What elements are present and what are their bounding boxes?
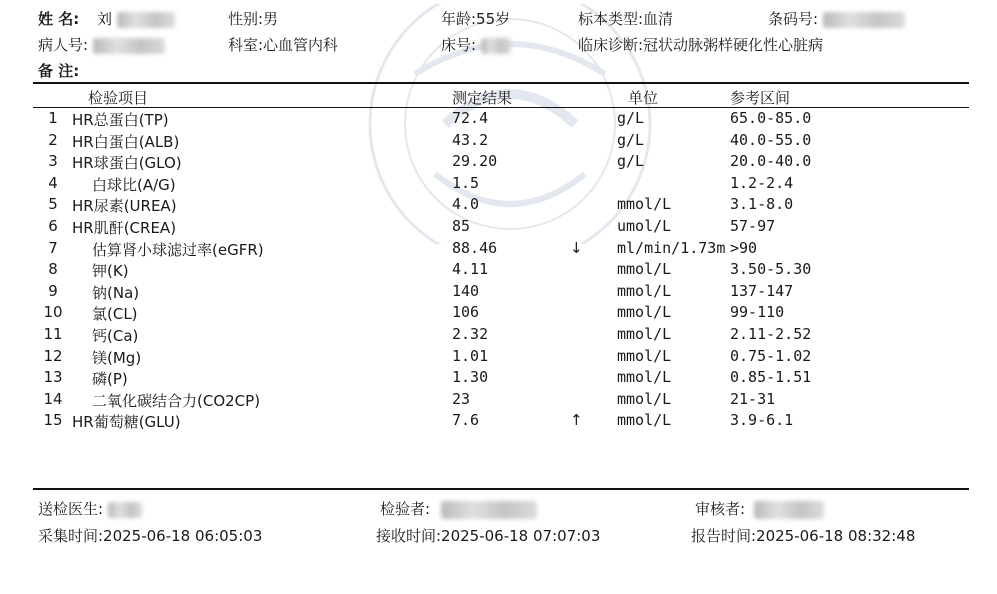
row-number: 14 — [43, 389, 63, 408]
row-number: 11 — [43, 325, 63, 343]
test-unit: mmol/L — [617, 368, 672, 387]
row-number: 8 — [48, 260, 58, 279]
reference-range: 3.9-6.1 — [730, 411, 794, 430]
test-unit: mmol/L — [617, 281, 672, 300]
test-name: HR尿素(UREA) — [72, 197, 177, 216]
row-number: 7 — [48, 238, 58, 257]
name-label: 姓 名: — [38, 10, 80, 28]
test-value: 88.46 — [452, 238, 498, 257]
test-name: 二氧化碳结合力(CO2CP) — [92, 391, 261, 410]
footer-rule — [33, 488, 969, 490]
reference-range: >90 — [730, 238, 758, 257]
abnormal-flag: ↓ — [570, 238, 583, 257]
test-unit: g/L — [617, 130, 645, 149]
table-row — [0, 109, 997, 130]
test-name: 白球比(A/G) — [92, 175, 176, 194]
test-name: HR肌酐(CREA) — [72, 219, 177, 237]
test-value: 2.32 — [452, 325, 489, 343]
table-row — [0, 260, 997, 281]
row-number: 3 — [48, 152, 58, 171]
row-number: 9 — [48, 281, 58, 300]
table-row — [0, 368, 997, 389]
collect-time: 采集时间:2025-06-18 06:05:03 — [38, 527, 263, 545]
reference-range: 1.2-2.4 — [730, 173, 794, 192]
col-header-item: 检验项目 — [88, 89, 149, 107]
test-name: HR葡萄糖(GLU) — [72, 413, 181, 432]
test-value: 7.6 — [452, 411, 480, 430]
col-header-ref: 参考区间 — [730, 89, 791, 107]
reviewer-label: 审核者: — [695, 500, 746, 518]
row-number: 4 — [48, 173, 58, 192]
bed-label: 床号: — [441, 36, 477, 54]
test-name: 钾(K) — [92, 262, 129, 281]
doctor — [38, 498, 142, 519]
test-name: HR球蛋白(GLO) — [72, 154, 182, 173]
redacted-doctor — [108, 502, 142, 518]
reference-range: 3.50-5.30 — [730, 260, 812, 279]
table-row — [0, 131, 997, 152]
test-value: 85 — [452, 217, 471, 235]
name-value-text: 刘 — [97, 10, 113, 28]
name-value — [97, 8, 175, 29]
test-value: 1.01 — [452, 346, 489, 365]
test-unit: mmol/L — [617, 195, 672, 214]
test-unit: mmol/L — [617, 389, 672, 408]
row-number: 15 — [43, 411, 63, 430]
table-row — [0, 325, 997, 346]
table-row — [0, 239, 997, 260]
tester-label: 检验者: — [380, 500, 431, 518]
row-number: 2 — [48, 130, 58, 149]
reference-range: 137-147 — [730, 281, 794, 300]
row-number: 5 — [48, 195, 58, 214]
reference-range: 2.11-2.52 — [730, 325, 812, 343]
reference-range: 99-110 — [730, 303, 785, 322]
sample-type: 标本类型:血清 — [578, 10, 674, 28]
table-row — [0, 174, 997, 195]
gender: 性别:男 — [228, 10, 279, 28]
table-row — [0, 152, 997, 173]
test-value: 29.20 — [452, 152, 498, 171]
test-value: 1.30 — [452, 368, 489, 387]
test-name: 镁(Mg) — [92, 348, 142, 367]
reference-range: 21-31 — [730, 389, 776, 408]
test-value: 72.4 — [452, 109, 489, 127]
diagnosis: 临床诊断:冠状动脉粥样硬化性心脏病 — [578, 36, 824, 54]
test-value: 106 — [452, 303, 480, 322]
doctor-label: 送检医生: — [38, 500, 104, 518]
bed — [441, 34, 511, 55]
abnormal-flag: ↑ — [570, 411, 583, 430]
table-row — [0, 390, 997, 411]
reference-range: 3.1-8.0 — [730, 195, 794, 214]
test-value: 23 — [452, 389, 471, 408]
test-unit: mmol/L — [617, 346, 672, 365]
test-name: 钠(Na) — [92, 283, 140, 302]
test-unit: ml/min/1.73m — [617, 238, 726, 257]
test-unit: g/L — [617, 109, 645, 127]
redacted-name — [117, 12, 175, 28]
receive-time: 接收时间:2025-06-18 07:07:03 — [376, 527, 601, 545]
row-number: 10 — [43, 303, 63, 322]
test-name: HR白蛋白(ALB) — [72, 132, 180, 151]
test-name: 钙(Ca) — [92, 327, 139, 345]
barcode — [768, 8, 905, 29]
patient-id-label: 病人号: — [38, 36, 89, 54]
reviewer — [695, 498, 824, 519]
test-value: 43.2 — [452, 130, 489, 149]
test-unit: mmol/L — [617, 411, 672, 430]
tester — [380, 498, 537, 519]
row-number: 6 — [48, 217, 58, 235]
department: 科室:心血管内科 — [228, 36, 339, 54]
table-row — [0, 282, 997, 303]
reference-range: 65.0-85.0 — [730, 109, 812, 127]
test-unit: g/L — [617, 152, 645, 171]
redacted-tester-signature — [441, 501, 537, 519]
reference-range: 57-97 — [730, 217, 776, 235]
test-name: 氯(CL) — [92, 305, 138, 324]
report-time: 报告时间:2025-06-18 08:32:48 — [691, 527, 916, 545]
test-name: 磷(P) — [92, 370, 128, 389]
page-cutoff — [0, 551, 997, 594]
remark-label: 备 注: — [38, 62, 80, 80]
col-header-unit: 单位 — [628, 89, 659, 107]
redacted-bed — [481, 38, 511, 54]
table-row — [0, 347, 997, 368]
table-row — [0, 217, 997, 238]
row-number: 12 — [43, 346, 63, 365]
redacted-reviewer-signature — [754, 501, 824, 519]
table-top-rule — [33, 82, 969, 84]
test-name: 估算肾小球滤过率(eGFR) — [92, 240, 264, 259]
row-number: 13 — [43, 368, 63, 387]
test-value: 4.11 — [452, 260, 489, 279]
table-row — [0, 195, 997, 216]
test-value: 1.5 — [452, 173, 480, 192]
test-value: 4.0 — [452, 195, 480, 214]
reference-range: 20.0-40.0 — [730, 152, 812, 171]
col-header-result: 测定结果 — [452, 89, 513, 107]
table-row — [0, 303, 997, 324]
test-unit: mmol/L — [617, 260, 672, 279]
reference-range: 40.0-55.0 — [730, 130, 812, 149]
test-unit: mmol/L — [617, 325, 672, 343]
row-number: 1 — [48, 109, 58, 127]
reference-range: 0.85-1.51 — [730, 368, 812, 387]
reference-range: 0.75-1.02 — [730, 346, 812, 365]
test-unit: umol/L — [617, 217, 672, 235]
test-name: HR总蛋白(TP) — [72, 111, 169, 129]
barcode-label: 条码号: — [768, 10, 819, 28]
redacted-barcode — [823, 12, 905, 28]
redacted-patient-id — [93, 38, 165, 54]
table-row — [0, 411, 997, 432]
patient-id — [38, 34, 165, 55]
test-value: 140 — [452, 281, 480, 300]
test-unit: mmol/L — [617, 303, 672, 322]
age: 年龄:55岁 — [441, 10, 511, 28]
